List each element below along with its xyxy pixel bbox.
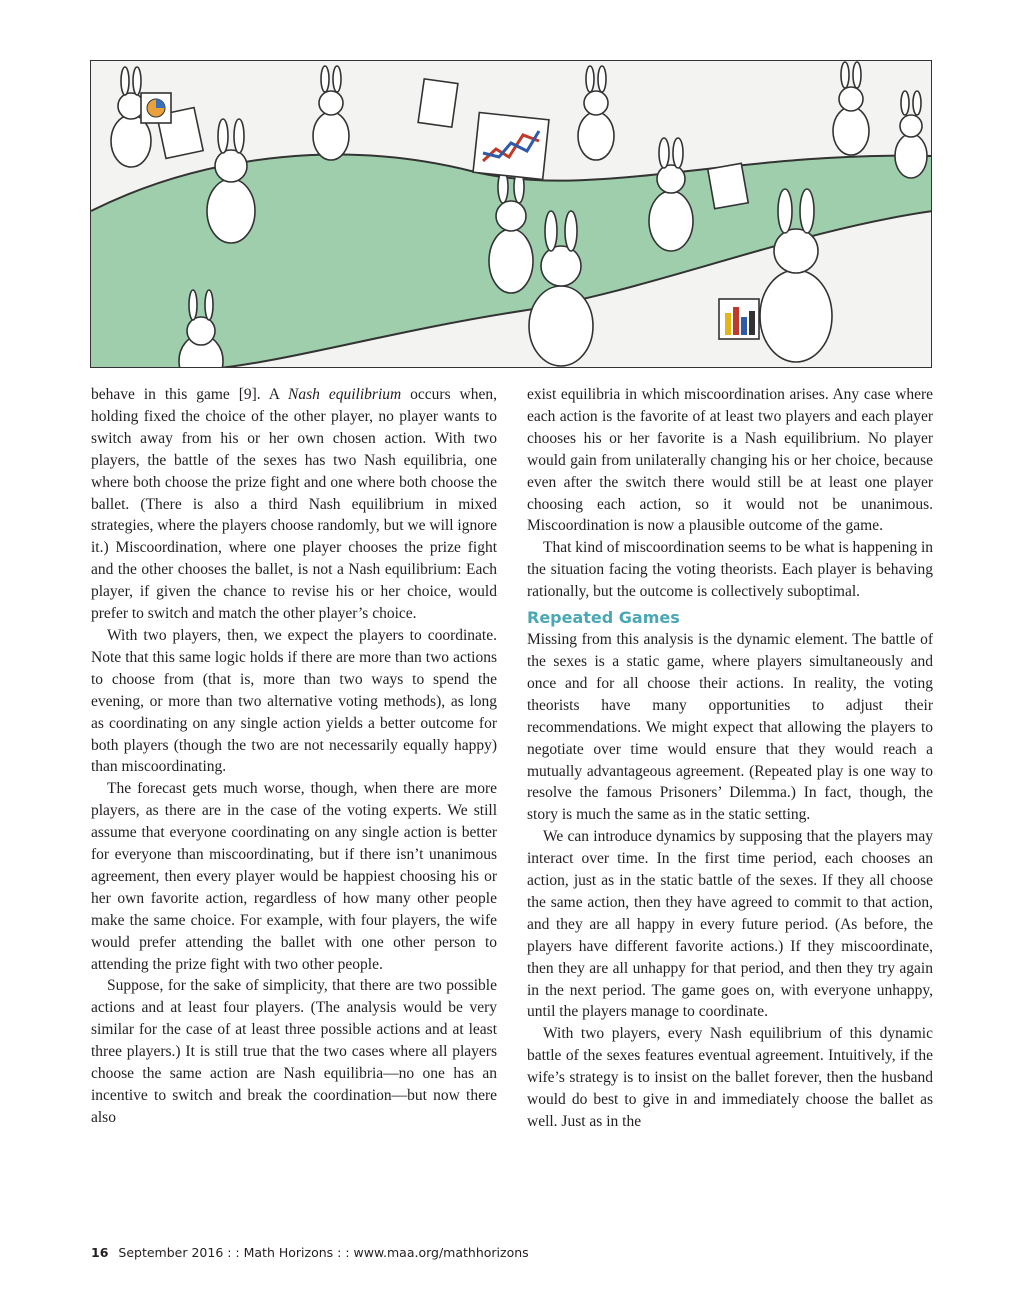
page-number: 16 [91, 1245, 109, 1260]
line-chart-sign [473, 113, 549, 180]
rabbits-illustration [90, 60, 932, 368]
right-column [527, 384, 933, 1133]
paper-sign [708, 163, 748, 208]
paragraph: Suppose, for the sake of simplicity, that there are two possible actions and at least four players. (The analysis would be very similar for the case of at least three possible actions and at least three players.) It is still true that the two cases where all players choose the same action are Nash equilibria—no one has an incentive to switch and break the coordination—but now there also [91, 977, 497, 1126]
text-run: behave in this game [9]. A [91, 386, 289, 403]
paragraph: With two players, then, we expect the players to coordinate. Note that this same logic holds if there are more than two actions to choose from (that is, more than two ways to spend the evening, or more than two alternative voting methods), as long as coordinating on any single action yields a better outcome for both players (though the two are not necessarily equally happy) than miscoordinating. [91, 626, 497, 776]
paragraph: That kind of miscoordination seems to be what is happening in the situation facing the voting theorists. Each player is behaving rationally, but the outcome is collectively suboptimal. [527, 539, 934, 601]
paper-sign [418, 79, 458, 127]
paragraph: We can introduce dynamics by supposing that the players may interact over time. In the first time period, each chooses an action, just as in the static battle of the sexes. If they all choose the same action, then they have agreed to commit to that action, and they are all happy in every future period. (As before, the players have different favorite actions.) If they miscoordinate, then they are all unhappy for that period, and then they try again in the next period. The game goes on, with everyone unhappy, until the players manage to coordinate. [527, 828, 933, 1021]
text-run: occurs when, holding fixed the choice of the other player, no player wants to switch away from his or her own chosen action. With two players, the battle of the sexes has two Nash equilibria, one where both choose the prize fight and one where both choose the ballet. (There is also a third Nash equilibrium in mixed strategies, where the players choose randomly, but we will ignore it.) Miscoordination, where one player chooses the prize fight and the other chooses the ballet, is not a Nash equilibrium: Each player, if given the chance to revise his or her choice, would prefer to switch and match the other player’s choice. [91, 386, 498, 623]
section-heading: Repeated Games [527, 608, 680, 628]
paragraph: exist equilibria in which miscoordination arises. Any case where each action is the favorite of at least two players and each player chooses his or her favorite is a Nash equilibrium. No player would gain from unilaterally changing his or her choice, because even after the switch there would still be at least one player choosing each action, so it would not be unanimous. Miscoordination is now a plausible outcome of the game. [527, 386, 933, 535]
paragraph: With two players, every Nash equilibrium of this dynamic battle of the sexes features eventual agreement. Intuitively, if the wife’s strategy is to insist on the ballet forever, then the husband would do best to give in and immediately choose the ballet as well. Just as in the [527, 1025, 933, 1130]
page-footer [91, 1245, 529, 1260]
left-column [91, 384, 497, 1129]
footer-text: September 2016 : : Math Horizons : : www.maa.org/mathhorizons [118, 1245, 529, 1260]
paragraph [91, 384, 497, 625]
paragraph: The forecast gets much worse, though, when there are more players, as there are in the case of the voting experts. We still assume that everyone coordinating on any single action is better for everyone than miscoordinating, but if there isn’t unanimous agreement, then every player would be happiest choosing his or her own favorite action, regardless of how many other people make the same choice. For example, with four players, the wife would prefer attending the ballet with one other person to attending the prize fight with two other people. [91, 780, 497, 973]
paragraph: Missing from this analysis is the dynamic element. The battle of the sexes is a static game, where players simultaneously and once and for all choose their actions. In reality, the voting theorists have many opportunities to adjust their recommendations. We might expect that allowing the players to negotiate over time would ensure that they would reach a mutually advantageous agreement. (Repeated play is one way to resolve the famous Prisoners’ Dilemma.) In fact, though, the story is much the same as in the static setting. [527, 631, 933, 824]
italic-term: Nash equilibrium [288, 386, 402, 403]
